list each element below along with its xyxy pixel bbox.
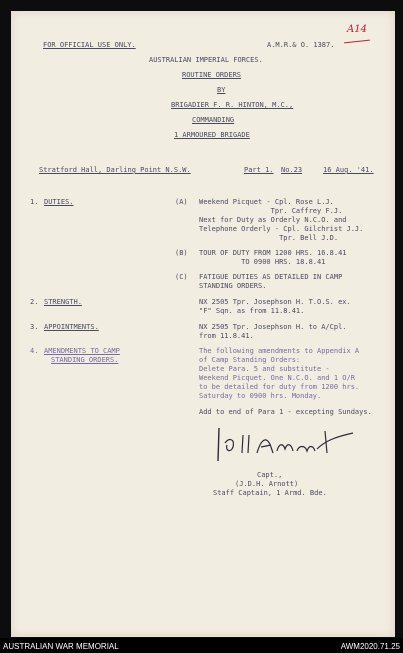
amendment-line: to be detailed for duty from 1200 hrs. xyxy=(199,383,360,391)
amendment-line: Delete Para. 5 and substitute - xyxy=(199,365,330,373)
official-use-label: FOR OFFICIAL USE ONLY. xyxy=(43,41,136,49)
section-4-title: STANDING ORDERS. xyxy=(51,356,119,364)
duty-a-line: Weekend Picquet - Cpl. Rose L.J. xyxy=(199,198,334,206)
section-1-number: 1. xyxy=(30,198,39,206)
handwritten-reference: A14 xyxy=(347,24,367,35)
duty-c-line: FATIGUE DUTIES AS DETAILED IN CAMP xyxy=(199,273,343,281)
section-1-title: DUTIES. xyxy=(44,198,74,206)
commanding-label: COMMANDING xyxy=(192,116,235,124)
location-line: Stratford Hall, Darling Point N.S.W. xyxy=(39,166,191,174)
duty-b-line: TOUR OF DUTY FROM 1200 HRS. 16.8.41 xyxy=(199,249,347,257)
section-2-title: STRENGTH. xyxy=(44,298,82,306)
duty-a-line: Tpr. Bell J.D. xyxy=(199,234,339,242)
handwritten-underline xyxy=(344,40,370,44)
addendum-line: Add to end of Para 1 - excepting Sundays. xyxy=(199,408,372,416)
duty-c-line: STANDING ORDERS. xyxy=(199,282,267,290)
amendment-line: of Camp Standing Orders: xyxy=(199,356,301,364)
duty-a-line: Tpr. Caffrey F.J. xyxy=(199,207,343,215)
archive-footer xyxy=(0,638,403,653)
signoff-rank: Capt., xyxy=(257,471,283,479)
section-3-number: 3. xyxy=(30,323,39,331)
section-4-title: AMENDMENTS TO CAMP xyxy=(44,347,120,355)
order-date: 16 Aug. '41. xyxy=(323,166,374,174)
duty-a-label: (A) xyxy=(175,198,188,206)
appointment-line: NX 2505 Tpr. Josephson H. to A/Cpl. xyxy=(199,323,347,331)
document-title: ROUTINE ORDERS xyxy=(182,71,242,79)
amendment-line: Weekend Picquet. One N.C.O. and 1 O/R xyxy=(199,374,355,382)
archive-reference: AWM2020.71.25 xyxy=(340,642,400,651)
section-3-title: APPOINTMENTS. xyxy=(44,323,99,331)
section-4-number: 4. xyxy=(30,347,39,355)
section-2-number: 2. xyxy=(30,298,39,306)
brigade-name: 1 ARMOURED BRIGADE xyxy=(174,131,250,139)
signoff-role: Staff Captain, 1 Armd. Bde. xyxy=(213,489,327,497)
form-number: A.M.R.& O. 1387. xyxy=(267,41,335,49)
part-label: Part 1. xyxy=(244,166,274,174)
duty-b-label: (B) xyxy=(175,249,188,257)
amendment-line: Saturday to 0900 hrs. Monday. xyxy=(199,392,322,400)
by-label: BY xyxy=(217,86,226,94)
handwritten-signature xyxy=(213,423,363,465)
duty-a-line: Telephone Orderly - Cpl. Gilchrist J.J. xyxy=(199,225,364,233)
archive-name: AUSTRALIAN WAR MEMORIAL xyxy=(3,642,119,651)
amendment-line: The following amendments to Appendix A xyxy=(199,347,360,355)
strength-line: NX 2505 Tpr. Josephson H. T.O.S. ex. xyxy=(199,298,351,306)
signoff-name: (J.D.H. Arnott) xyxy=(235,480,299,488)
brigadier-name: BRIGADIER F. R. HINTON, M.C., xyxy=(171,101,294,109)
force-name: AUSTRALIAN IMPERIAL FORCES. xyxy=(149,56,263,64)
document-page xyxy=(11,11,395,637)
duty-b-line: TO 0900 HRS. 18.8.41 xyxy=(199,258,326,266)
strength-line: "F" Sqn. as from 11.8.41. xyxy=(199,307,305,315)
appointment-line: from 11.8.41. xyxy=(199,332,254,340)
duty-c-label: (C) xyxy=(175,273,188,281)
duty-a-line: Next for Duty as Orderly N.C.O. and xyxy=(199,216,347,224)
order-number: No.23 xyxy=(281,166,303,174)
